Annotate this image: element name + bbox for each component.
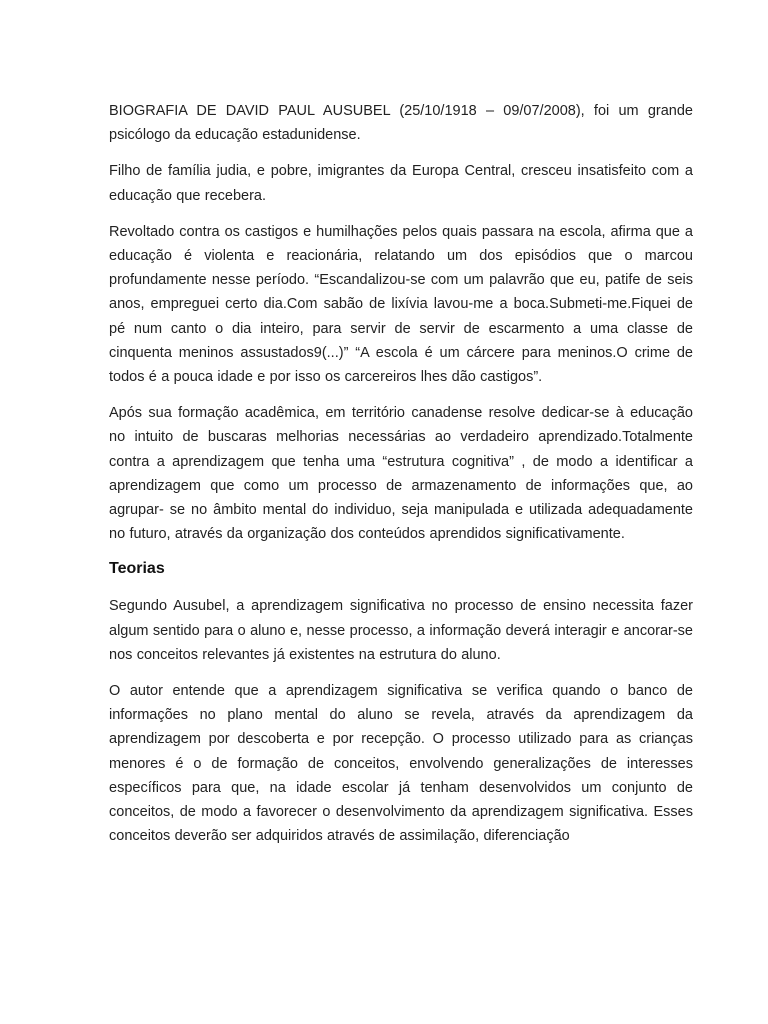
paragraph-author-view: O autor entende que a aprendizagem significativa se verifica quando o banco de informações no plano mental do aluno se revela, através da aprendizagem da aprendizagem por descoberta e por recepção. O processo utilizado para as crianças menores é o de formação de conceitos, envolvendo generalizações de interesses específicos para que, na idade escolar já tenham desenvolvidos um conjunto de conceitos, de modo a favorecer o desenvolvimento da aprendizagem significativa. Esses conceitos deverão ser adquiridos através de assimilação, diferenciação bbox=[109, 683, 693, 845]
paragraph-revolt: Revoltado contra os castigos e humilhações pelos quais passara na escola, afirma que a educação é violenta e reacionária, relatando um dos episódios que o marcou profundamente nesse período. “Escandalizou-se com um palavrão que eu, patife de seis anos, empreguei certo dia.Com sabão de lixívia lavou-me a boca.Submeti-me.Fiquei de pé num canto o dia inteiro, para servir de servir de escarmento a uma classe de cinquenta meninos assustados9(...)” “A escola é um cárcere para meninos.O crime de todos é a pouca idade e por isso os carcereiros lhes dão castigos”. bbox=[109, 223, 693, 386]
paragraph-family: Filho de família judia, e pobre, imigrantes da Europa Central, cresceu insatisfeito com a educação que recebera. bbox=[109, 163, 693, 204]
paragraph-biography: BIOGRAFIA DE DAVID PAUL AUSUBEL (25/10/1918 – 09/07/2008), foi um grande psicólogo da educação estadunidense. bbox=[109, 103, 693, 144]
section-heading-teorias: Teorias bbox=[109, 560, 165, 578]
paragraph-formation: Após sua formação acadêmica, em território canadense resolve dedicar-se à educação no intuito de buscaras melhorias necessárias ao verdadeiro aprendizado.Totalmente contra a aprendizagem que tenha uma “estrutura cognitiva” , de modo a identificar a aprendizagem que como um processo de armazenamento de informações que, ao agrupar- se no âmbito mental do individuo, seja manipulada e utilizada adequadamente no futuro, através da organização dos conteúdos aprendidos significativamente. bbox=[109, 405, 693, 543]
paragraph-meaningful-learning: Segundo Ausubel, a aprendizagem significativa no processo de ensino necessita fazer algum sentido para o aluno e, nesse processo, a informação deverá interagir e ancorar-se nos conceitos relevantes já existentes na estrutura do aluno. bbox=[109, 598, 693, 663]
document-page bbox=[109, 99, 693, 860]
